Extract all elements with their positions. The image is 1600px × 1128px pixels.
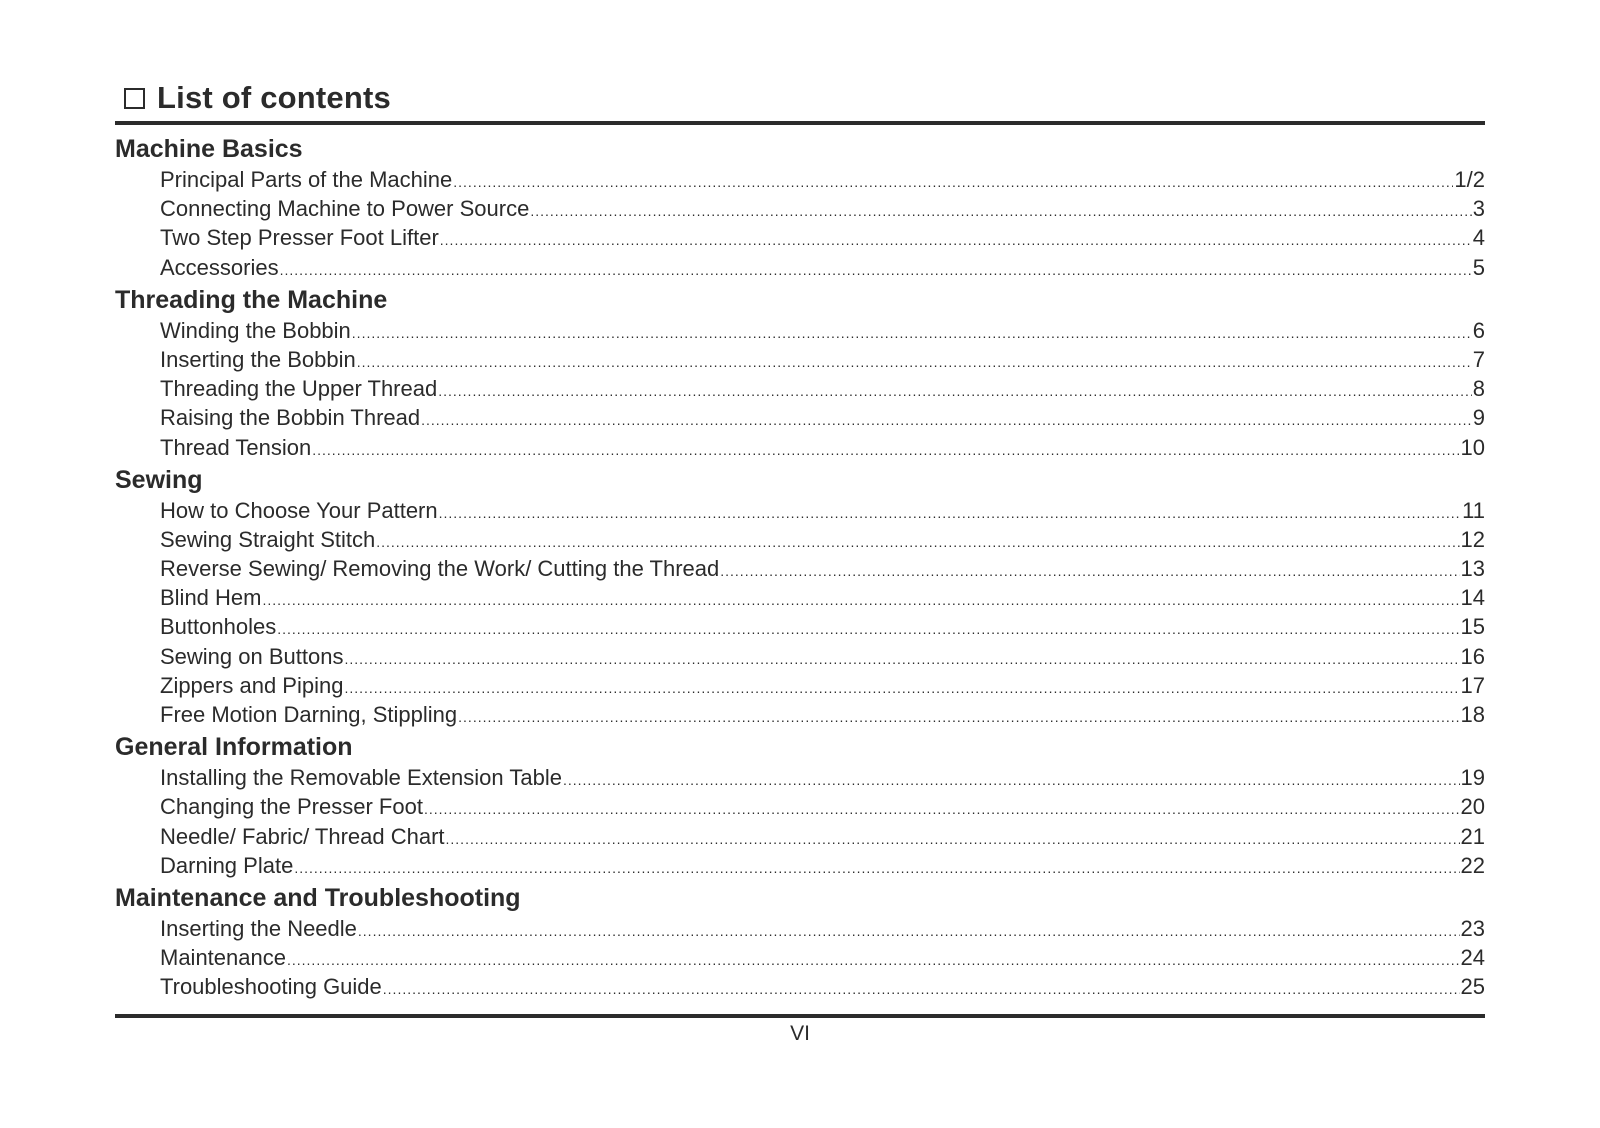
- toc-entry[interactable]: [115, 165, 1485, 194]
- toc-entry-label: Two Step Presser Foot Lifter: [160, 225, 439, 251]
- title-row: [115, 76, 391, 120]
- toc-entry-label: Connecting Machine to Power Source: [160, 196, 530, 222]
- toc-entry[interactable]: [115, 554, 1485, 583]
- dot-leader: [438, 377, 1472, 406]
- toc-entry-label: Needle/ Fabric/ Thread Chart: [160, 823, 445, 849]
- section-heading: General Information: [115, 733, 353, 762]
- toc-entry[interactable]: [115, 822, 1485, 851]
- toc-entry-label: How to Choose Your Pattern: [160, 497, 438, 523]
- dot-leader: [344, 674, 1459, 703]
- toc-entry[interactable]: [115, 433, 1485, 462]
- dot-leader: [357, 348, 1472, 377]
- toc-entry-page: 21: [1460, 823, 1485, 849]
- toc-entry-page: 18: [1460, 702, 1485, 727]
- toc-entry[interactable]: [115, 223, 1485, 252]
- toc-entry-page: 1/2: [1454, 167, 1485, 192]
- toc-entry-label: Thread Tension: [160, 434, 312, 460]
- toc-entry-page: 24: [1460, 945, 1485, 971]
- dot-leader: [424, 795, 1460, 824]
- toc-entry[interactable]: [115, 316, 1485, 345]
- bottom-rule: [115, 1014, 1485, 1018]
- toc-entry-page: 3: [1472, 196, 1485, 222]
- toc-entry-label: Maintenance: [160, 945, 286, 971]
- dot-leader: [294, 854, 1459, 883]
- dot-leader: [312, 436, 1459, 465]
- dot-leader: [458, 703, 1459, 732]
- toc-entry[interactable]: [115, 792, 1485, 821]
- toc-entry-page: 25: [1460, 974, 1485, 1000]
- toc-entry-page: 5: [1472, 254, 1485, 280]
- dot-leader: [383, 975, 1460, 1004]
- toc-entry-label: Buttonholes: [160, 614, 277, 640]
- dot-leader: [720, 557, 1459, 586]
- toc-entry-page: 12: [1460, 526, 1485, 552]
- dot-leader: [344, 645, 1459, 674]
- dot-leader: [358, 917, 1460, 946]
- dot-leader: [440, 226, 1472, 255]
- page-number: VI: [790, 1022, 810, 1045]
- dot-leader: [446, 825, 1460, 854]
- toc-entry-label: Principal Parts of the Machine: [160, 167, 453, 192]
- dot-leader: [421, 406, 1472, 435]
- toc-entry[interactable]: [115, 851, 1485, 880]
- toc-entry-label: Reverse Sewing/ Removing the Work/ Cutting the Thread: [160, 556, 720, 582]
- toc-entry-page: 9: [1472, 405, 1485, 431]
- toc-entry-page: 13: [1460, 556, 1485, 582]
- toc-entry-page: 8: [1472, 376, 1485, 402]
- toc-entry-label: Darning Plate: [160, 852, 294, 878]
- page-title: List of contents: [157, 80, 391, 115]
- section-heading: Machine Basics: [115, 135, 303, 163]
- dot-leader: [376, 528, 1459, 557]
- toc-entry[interactable]: [115, 671, 1485, 700]
- section-heading: Threading the Machine: [115, 285, 388, 314]
- toc-entry[interactable]: [115, 253, 1485, 282]
- toc-entry[interactable]: [115, 345, 1485, 374]
- toc-entry-label: Sewing on Buttons: [160, 643, 344, 669]
- toc-entry-label: Raising the Bobbin Thread: [160, 405, 421, 431]
- toc-entry[interactable]: [115, 374, 1485, 403]
- toc-entry-page: 17: [1460, 672, 1485, 698]
- toc-entry-label: Sewing Straight Stitch: [160, 526, 376, 552]
- section-heading: Maintenance and Troubleshooting: [115, 883, 521, 912]
- toc-entry-label: Changing the Presser Foot: [160, 794, 423, 820]
- toc-entry-page: 23: [1460, 915, 1485, 941]
- toc-entry[interactable]: [115, 700, 1485, 729]
- toc-entry[interactable]: [115, 642, 1485, 671]
- toc-entry-page: 20: [1460, 794, 1485, 820]
- dot-leader: [563, 766, 1460, 795]
- toc-entry-label: Inserting the Needle: [160, 915, 357, 941]
- toc-entry-label: Accessories: [160, 254, 279, 280]
- toc-entry-page: 19: [1460, 765, 1485, 791]
- toc-entry[interactable]: [115, 496, 1485, 525]
- toc-entry-label: Troubleshooting Guide: [160, 974, 382, 1000]
- toc-entry-label: Threading the Upper Thread: [160, 376, 438, 402]
- dot-leader: [352, 319, 1472, 348]
- dot-leader: [277, 615, 1459, 644]
- toc-entry-label: Blind Hem: [160, 585, 262, 611]
- toc-entry[interactable]: [115, 914, 1485, 943]
- toc-entry[interactable]: [115, 943, 1485, 972]
- dot-leader: [453, 168, 1453, 197]
- dot-leader: [287, 946, 1460, 975]
- toc-entry-label: Zippers and Piping: [160, 672, 344, 698]
- toc-entry-label: Winding the Bobbin: [160, 317, 351, 343]
- toc-entry[interactable]: [115, 612, 1485, 641]
- toc-entry-page: 16: [1460, 643, 1485, 669]
- toc-entry-label: Installing the Removable Extension Table: [160, 765, 562, 791]
- toc-entry[interactable]: [115, 763, 1485, 792]
- toc-entry-page: 7: [1472, 346, 1485, 372]
- toc-entry-page: 10: [1460, 434, 1485, 460]
- toc-entry[interactable]: [115, 525, 1485, 554]
- toc-entry[interactable]: [115, 403, 1485, 432]
- section-heading: Sewing: [115, 465, 203, 494]
- toc-entry[interactable]: [115, 194, 1485, 223]
- toc-entry-page: 11: [1462, 497, 1485, 523]
- toc-entry[interactable]: [115, 972, 1485, 1001]
- toc-entry[interactable]: [115, 583, 1485, 612]
- toc-entry-page: 14: [1460, 585, 1485, 611]
- toc-entry-page: 15: [1460, 614, 1485, 640]
- toc-entry-page: 22: [1460, 852, 1485, 878]
- toc-entry-page: 6: [1472, 317, 1485, 343]
- table-of-contents: [115, 131, 1485, 1002]
- dot-leader: [439, 499, 1462, 528]
- toc-entry-label: Inserting the Bobbin: [160, 346, 356, 372]
- toc-entry-page: 4: [1472, 225, 1485, 251]
- dot-leader: [280, 256, 1472, 285]
- dot-leader: [262, 586, 1459, 615]
- top-rule: [115, 121, 1485, 125]
- checkbox-square-icon: [124, 88, 145, 109]
- dot-leader: [530, 197, 1471, 226]
- toc-entry-label: Free Motion Darning, Stippling: [160, 702, 458, 727]
